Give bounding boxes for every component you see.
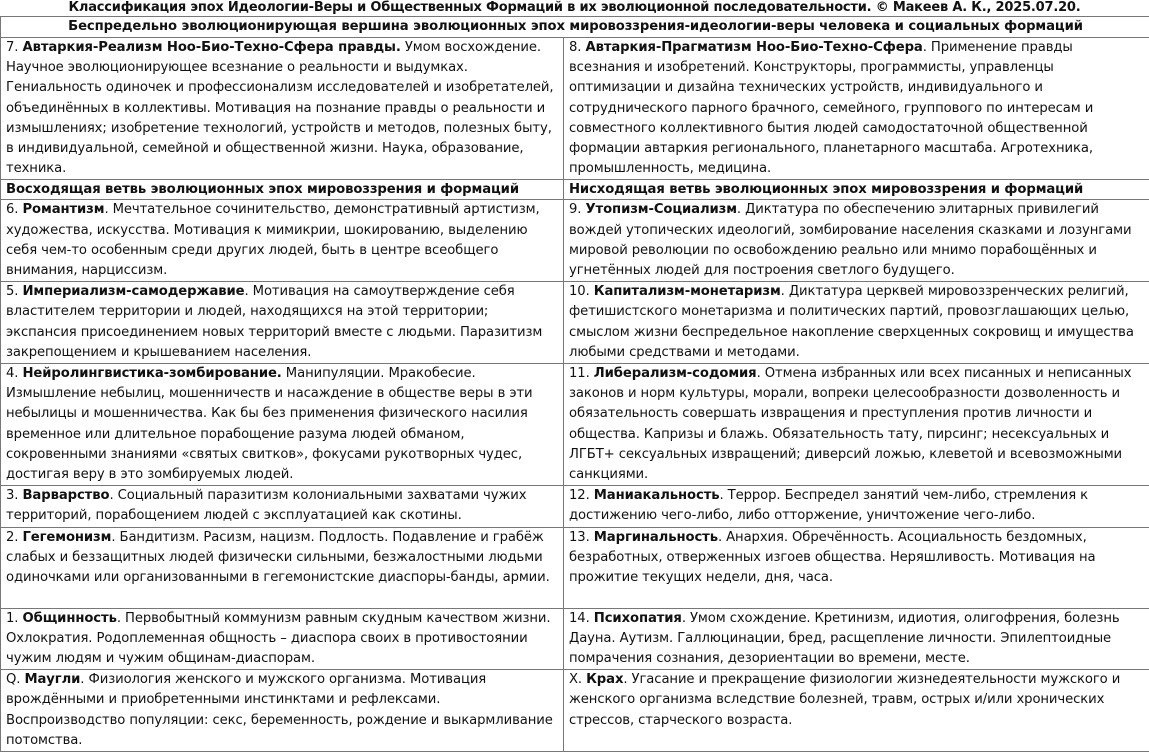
branch-header-row — [1, 180, 1149, 200]
era-number: 14. — [569, 611, 590, 626]
era-cell-left — [1, 200, 564, 282]
era-cell-right — [564, 670, 1149, 752]
era-cell-right — [564, 527, 1149, 608]
era-cell-left — [1, 282, 564, 364]
cell-top-left — [1, 38, 564, 180]
table-row — [1, 364, 1149, 486]
era-cell-right — [564, 200, 1149, 282]
era-description: . Умом схождение. Кретинизм, идиотия, олигофрения, болезнь Дауна. Аутизм. Галлюцинации, бред, расщепление личности. Эпилептоидные помрачения сознания, дезориентации во времени, месте. — [569, 611, 1120, 666]
era-name: Автаркия-Реализм Ноо-Био-Техно-Сфера правды. — [22, 40, 400, 55]
era-description: . Анархия. Обречённость. Асоциальность бездомных, безработных, отверженных изгоев общества. Неряшливость. Мотивация на прожитие текущих недели, дня, часа. — [569, 530, 1096, 585]
era-name: Маниакальность — [594, 488, 720, 503]
era-number: Q. — [6, 672, 20, 687]
descending-branch-label: Нисходящая ветвь эволюционных эпох мировоззрения и формаций — [564, 180, 1149, 200]
era-name: Утопизм-Социализм — [585, 202, 736, 217]
era-name: Общинность — [22, 611, 116, 626]
era-name: Варварство — [22, 488, 109, 503]
era-cell-right — [564, 486, 1149, 527]
era-description: . Угасание и прекращение физиологии жизнедеятельности мужского и женского организма вследствие болезней, травм, острых и/или хронических стрессов, старческого возраста. — [569, 672, 1120, 727]
era-number: 3. — [6, 488, 18, 503]
table-row — [1, 608, 1149, 670]
era-name: Либерализм-содомия — [594, 366, 757, 381]
era-number: 4. — [6, 366, 18, 381]
era-cell-left — [1, 670, 564, 752]
era-description: . Мечтательное сочинительство, демонстративный артистизм, художества, искусства. Мотивация к мимикрии, шокированию, выделению себя чем-то особенным среди других людей, быть в центре всеобщего внимания, нарциссизм. — [6, 202, 540, 278]
document-title: Классификация эпох Идеологии-Веры и Общественных Формаций в их эволюционной последовательности. © Макеев А. К., 2025.07.20. — [0, 0, 1149, 16]
era-description: . Бандитизм. Расизм, нацизм. Подлость. Подавление и грабёж слабых и беззащитных людей физически сильными, безжалостными людьми одиночками или организованными в гегемонистские диаспоры-банды, армии. — [6, 530, 550, 585]
era-name: Психопатия — [594, 611, 682, 626]
era-name: Капитализм-монетаризм — [594, 284, 781, 299]
era-cell-left — [1, 608, 564, 670]
table-row — [1, 670, 1149, 752]
era-number: 7. — [6, 40, 18, 55]
era-number: 8. — [569, 40, 581, 55]
era-number: 5. — [6, 284, 18, 299]
table-row — [1, 486, 1149, 527]
era-name: Гегемонизм — [22, 530, 111, 545]
cell-top-right — [564, 38, 1149, 180]
era-number: 13. — [569, 530, 590, 545]
era-number: 12. — [569, 488, 590, 503]
era-number: 11. — [569, 366, 590, 381]
era-description: Манипуляции. Мракобесие. Измышление небылиц, мошенничеств и насаждение в обществе веры в эти небылицы и мошенничества. Как бы без применения физического насилия временное или длительное порабощение разума людей обманом, сокровенными знаниями «святых свитков», фокусами рукотворных чудес, достигая веру в это зомбируемых людей. — [6, 366, 533, 482]
era-description: . Отмена избранных или всех писанных и неписанных законов и норм культуры, морали, вопреки целесообразности дозволенность и обязательность совершать извращения и преступления против личности и общества. Капризы и блажь. Обязательность тату, пирсинг; несексуальных и ЛГБТ+ сексуальных извращений; диверсий ложью, клеветой и всевозможными санкциями. — [569, 366, 1131, 482]
table-row — [1, 527, 1149, 608]
era-description: . Физиология женского и мужского организма. Мотивация врождёнными и приобретенными инстинктами и рефлексами. Воспроизводство популяции: секс, беременность, рождение и выкармливание потомства. — [6, 672, 553, 748]
era-name: Автаркия-Прагматизм Ноо-Био-Техно-Сфера — [585, 40, 922, 55]
era-description: . Террор. Беспредел занятий чем-либо, стремления к достижению чего-либо, либо отторжение, уничтожение чего-либо. — [569, 488, 1088, 523]
era-number: 10. — [569, 284, 590, 299]
era-description: . Диктатура по обеспечению элитарных привилегий вождей утопических идеологий, зомбирование населения сказками и лозунгами мировой революции по освобождению реально или мнимо порабощённых и угнетённых людей для построения светлого будущего. — [569, 202, 1131, 278]
era-name: Маугли — [24, 672, 80, 687]
era-number: 1. — [6, 611, 18, 626]
era-cell-right — [564, 364, 1149, 486]
table-subtitle: Беспредельно эволюционирующая вершина эволюционных эпох мировоззрения-идеологии-веры человека и социальных формаций — [1, 17, 1149, 38]
era-description: . Применение правды всезнания и изобретений. Конструкторы, программисты, управленцы оптимизации и дизайна технических устройств, индивидуального и сотруднического парного брачного, семейного, группового по интересам и совместного коллективного бытия людей самодостаточной общественной формации автаркия регионального, планетарного масштаба. Агротехника, промышленность, медицина. — [569, 40, 1093, 176]
era-name: Маргинальность — [594, 530, 718, 545]
era-cell-right — [564, 282, 1149, 364]
era-name: Романтизм — [22, 202, 104, 217]
era-description: . Социальный паразитизм колониальными захватами чужих территорий, порабощением людей с эксплуатацией как скотины. — [6, 488, 526, 523]
table-row-top — [1, 38, 1149, 180]
era-description: . Диктатура церквей мировоззренческих религий, фетишистского монетаризма и политических партий, провозглашающих целью, смыслом жизни беспредельное накопление сверхценных сокровищ и имущества любыми средствами и методами. — [569, 284, 1134, 360]
era-number: 6. — [6, 202, 18, 217]
era-description: Умом восхождение. Научное эволюционирующее всезнание о реальности и выдумках. Гениальность одиночек и профессионализм исследователей и изобретателей, объединённых в коллективы. Мотивация на познание правды о реальности и измышлениях; изобретение технологий, устройств и методов, полезных быту, в индивидуальной, семейной и общественной жизни. Наука, образование, техника. — [6, 40, 553, 176]
era-name: Империализм-самодержавие — [22, 284, 244, 299]
era-number: 9. — [569, 202, 581, 217]
table-row — [1, 200, 1149, 282]
era-description: . Первобытный коммунизм равным скудным качеством жизни. Охлократия. Родоплеменная общность – диаспора своих в противостоянии чужим людям и чужим общинам-диаспорам. — [6, 611, 550, 666]
era-cell-right — [564, 608, 1149, 670]
era-number: X. — [569, 672, 582, 687]
era-cell-left — [1, 527, 564, 608]
era-description: . Мотивация на самоутверждение себя властителем территории и людей, находящихся на этой территории; экспансия присоединением новых территорий вместе с людьми. Паразитизм закрепощением и крышеванием населения. — [6, 284, 542, 360]
era-number: 2. — [6, 530, 18, 545]
subtitle-row — [1, 17, 1149, 38]
classification-table — [0, 16, 1149, 752]
table-row — [1, 282, 1149, 364]
ascending-branch-label: Восходящая ветвь эволюционных эпох мировоззрения и формаций — [1, 180, 564, 200]
era-name: Нейролингвистика-зомбирование. — [22, 366, 281, 381]
era-cell-left — [1, 364, 564, 486]
era-cell-left — [1, 486, 564, 527]
era-name: Крах — [586, 672, 623, 687]
